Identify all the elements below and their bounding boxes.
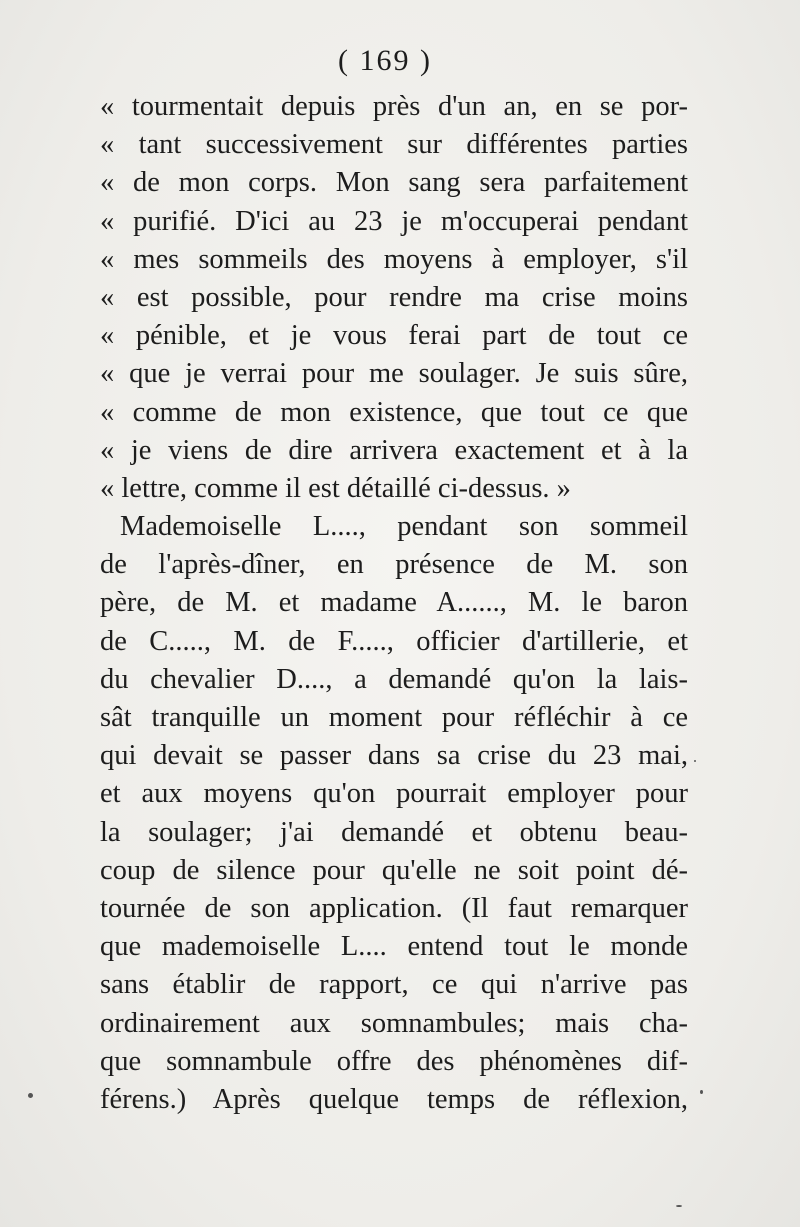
text-line: « est possible, pour rendre ma crise moins bbox=[100, 281, 688, 313]
text-line: qui devait se passer dans sa crise du 23 mai, bbox=[100, 740, 688, 772]
text-line: « je viens de dire arrivera exactement et à la bbox=[100, 434, 688, 466]
text-line: « que je verrai pour me soulager. Je suis sûre, bbox=[100, 358, 688, 390]
text-line: « mes sommeils des moyens à employer, s'il bbox=[100, 243, 688, 275]
body-text bbox=[100, 88, 688, 1119]
text-line: père, de M. et madame A......, M. le baron bbox=[100, 587, 688, 619]
text-line: « de mon corps. Mon sang sera parfaitement bbox=[100, 167, 688, 199]
text-line: « comme de mon existence, que tout ce que bbox=[100, 396, 688, 428]
paragraph-start-line: Mademoiselle L...., pendant son sommeil bbox=[120, 511, 688, 543]
text-line: « tant successivement sur différentes parties bbox=[100, 129, 688, 161]
text-line: « pénible, et je vous ferai part de tout ce bbox=[100, 320, 688, 352]
text-line: tournée de son application. (Il faut remarquer bbox=[100, 892, 688, 924]
text-line: « lettre, comme il est détaillé ci-dessus. » bbox=[100, 472, 571, 504]
text-line: coup de silence pour qu'elle ne soit point dé- bbox=[100, 854, 688, 886]
text-line: « tourmentait depuis près d'un an, en se por- bbox=[100, 91, 688, 122]
paper-speck bbox=[694, 760, 696, 762]
text-line: la soulager; j'ai demandé et obtenu beau- bbox=[100, 816, 688, 848]
paper-speck bbox=[28, 1093, 33, 1098]
text-line: et aux moyens qu'on pourrait employer pour bbox=[100, 778, 688, 810]
text-line: que mademoiselle L.... entend tout le monde bbox=[100, 931, 688, 963]
paper-speck bbox=[676, 1205, 682, 1207]
text-line: que somnambule offre des phénomènes dif- bbox=[100, 1045, 688, 1077]
text-line: « purifié. D'ici au 23 je m'occuperai pendant bbox=[100, 205, 688, 237]
paper-speck bbox=[700, 1090, 703, 1094]
text-line: férens.) Après quelque temps de réflexion, bbox=[100, 1083, 688, 1115]
text-line: ordinairement aux somnambules; mais cha- bbox=[100, 1007, 688, 1039]
page-number: ( 169 ) bbox=[338, 44, 432, 77]
text-line: sât tranquille un moment pour réfléchir à ce bbox=[100, 702, 688, 733]
text-line: du chevalier D...., a demandé qu'on la lais- bbox=[100, 663, 688, 695]
text-line: de l'après-dîner, en présence de M. son bbox=[100, 549, 688, 581]
text-line: de C....., M. de F....., officier d'artillerie, et bbox=[100, 625, 688, 657]
text-line: sans établir de rapport, ce qui n'arrive pas bbox=[100, 969, 688, 1001]
